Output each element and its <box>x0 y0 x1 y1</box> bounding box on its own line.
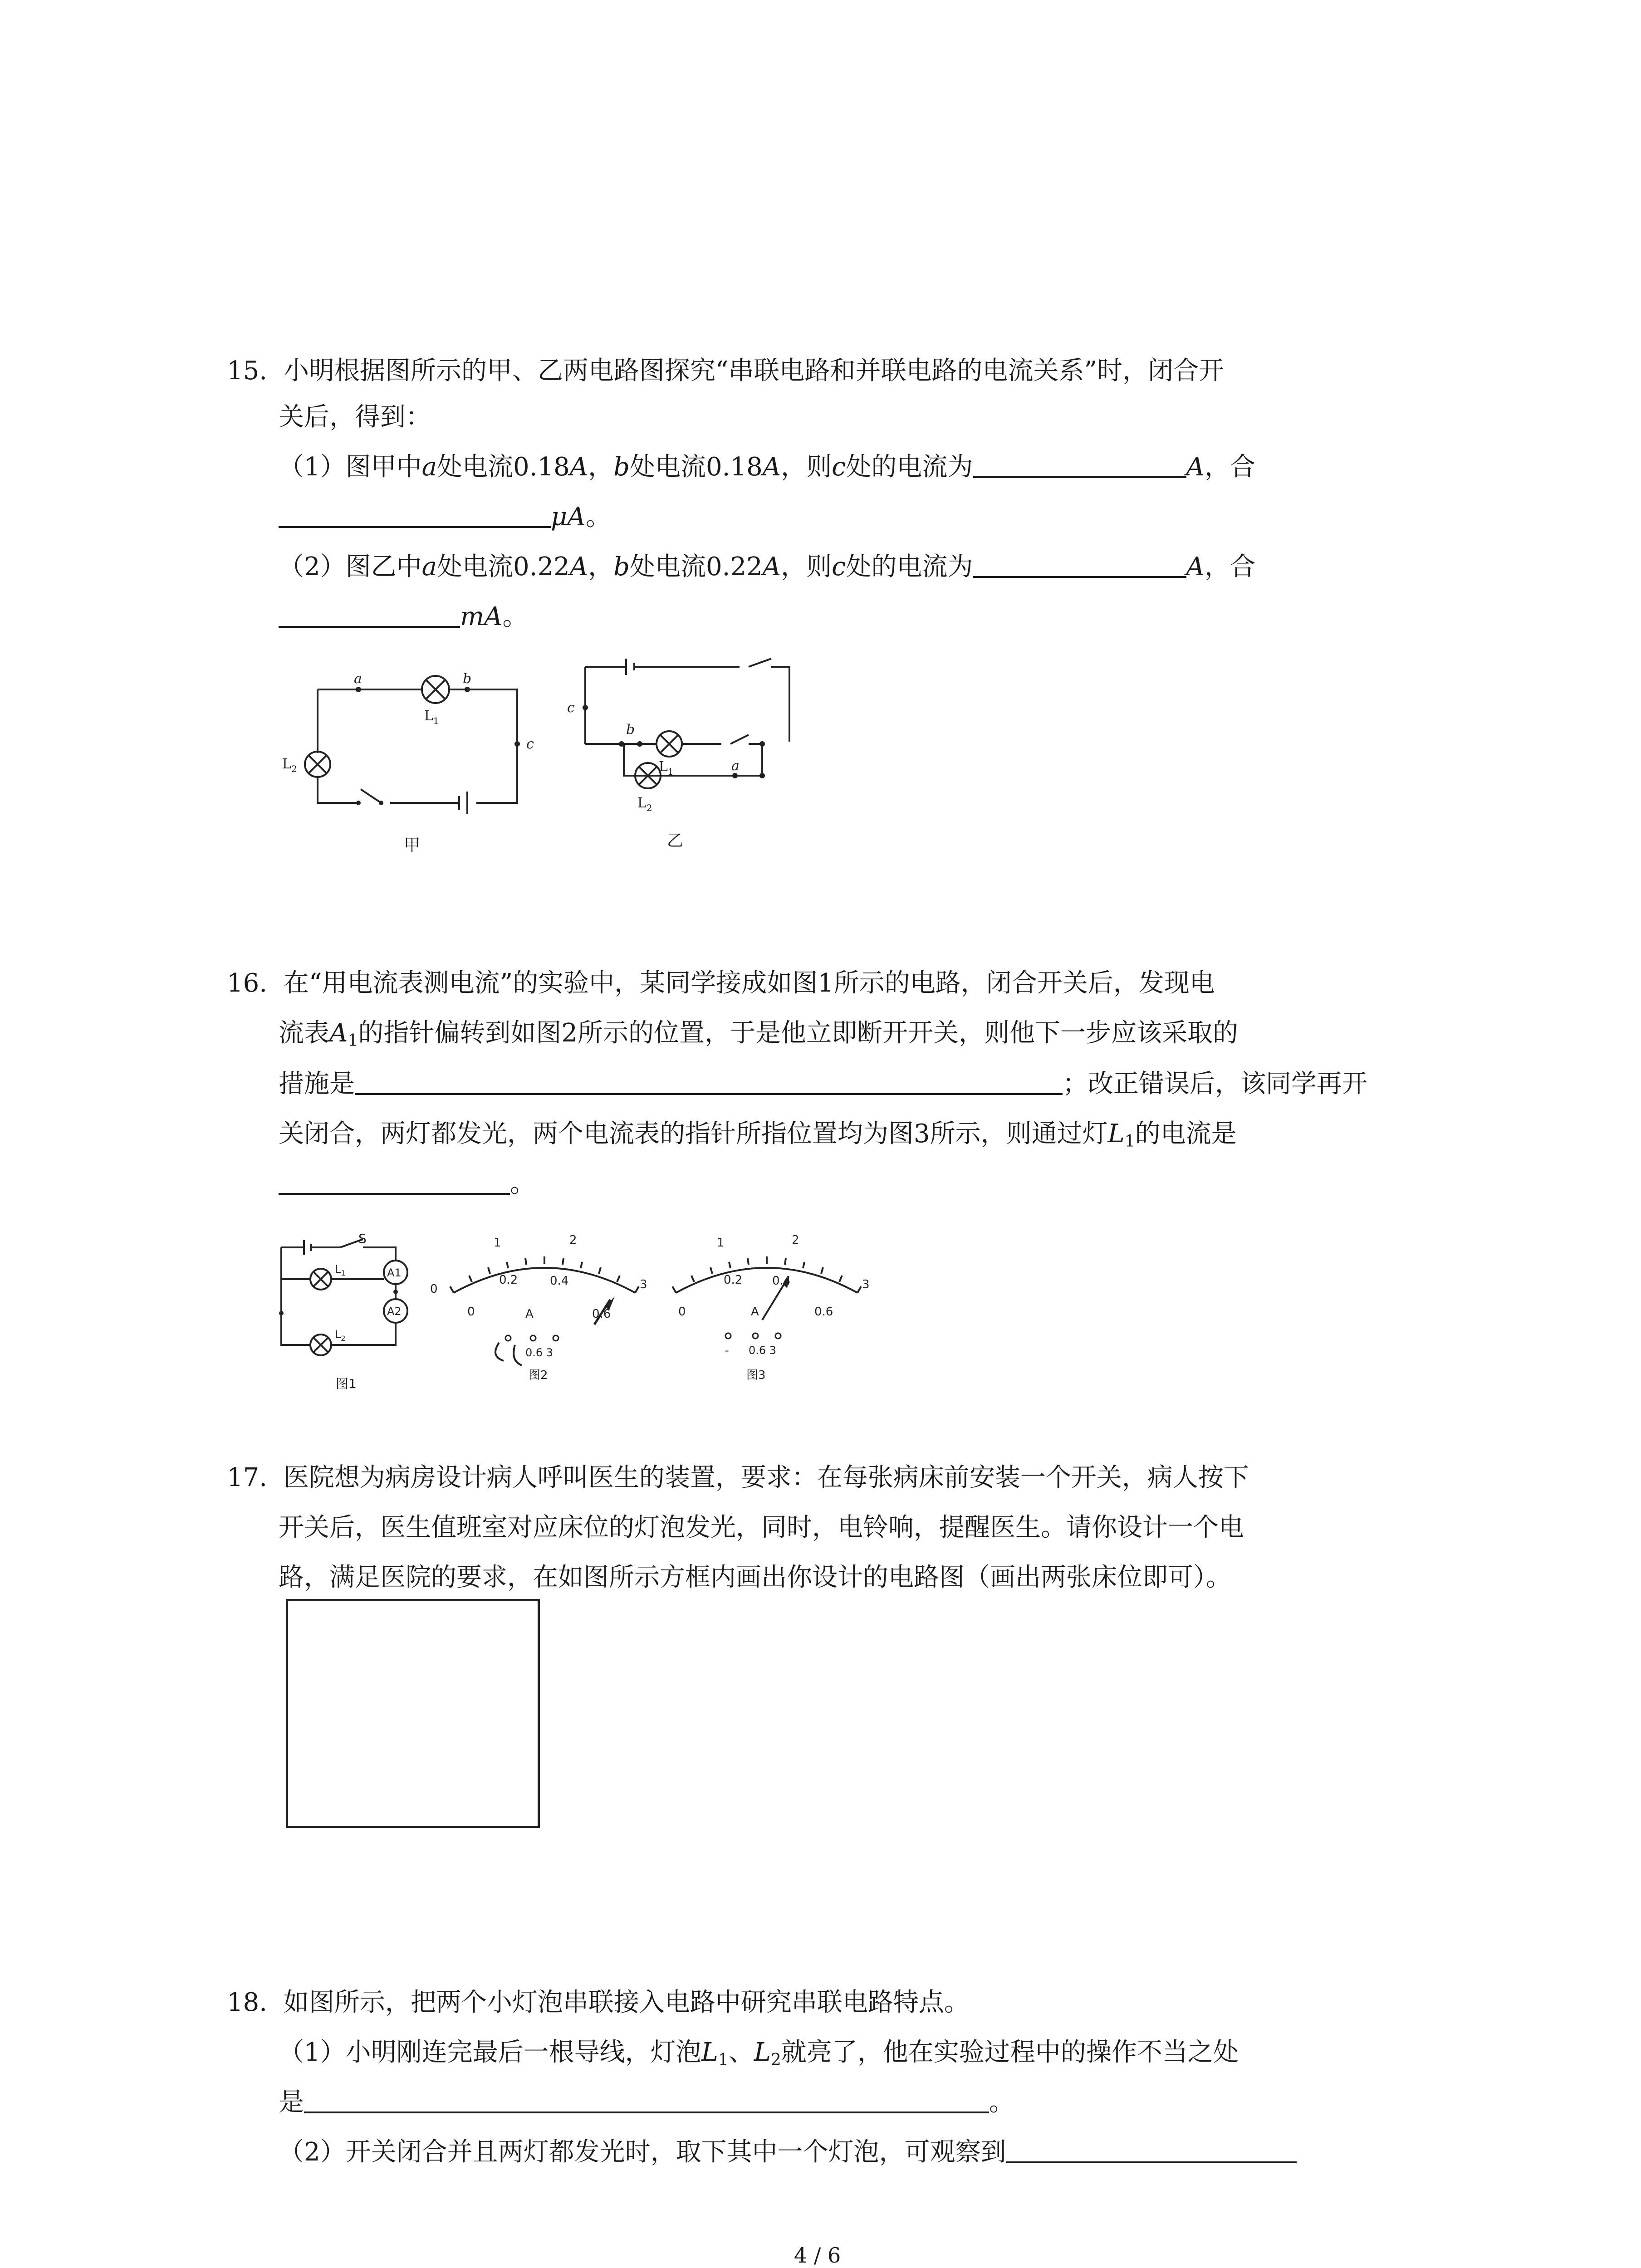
q15-blank-3[interactable] <box>973 551 1186 578</box>
jia-label-b: b <box>463 671 472 687</box>
yi-label-L2: $L_2$ <box>637 795 652 813</box>
q16-line-3: 措施是 ；改正错误后，该同学再开 <box>279 1066 1367 1102</box>
svg-text:-: - <box>725 1344 729 1357</box>
q16-blank-2[interactable] <box>279 1168 510 1195</box>
q15-part-2-cont: mA。 <box>279 599 528 635</box>
svg-text:2: 2 <box>792 1233 799 1247</box>
fig1-A1: A1 <box>387 1266 402 1279</box>
q15-blank-4[interactable] <box>279 601 460 628</box>
q16-line-1: 16. 在“用电流表测电流”的实验中，某同学接成如图1所示的电路，闭合开关后，发现电 <box>227 968 1215 998</box>
q15-blank-2[interactable] <box>279 501 551 528</box>
svg-text:2: 2 <box>569 1233 577 1247</box>
svg-text:0.6 3: 0.6 3 <box>525 1346 554 1359</box>
q18-blank-1[interactable] <box>304 2086 989 2113</box>
q18-line-4: （2）开关闭合并且两灯都发光时，取下其中一个灯泡，可观察到 <box>279 2134 1297 2170</box>
q18-blank-2[interactable] <box>1006 2136 1297 2163</box>
q15-circuit-jia <box>272 667 567 857</box>
jia-label-L2: $L_2$ <box>282 756 297 774</box>
q17-line-3: 路，满足医院的要求，在如图所示方框内画出你设计的电路图（画出两张床位即可）。 <box>279 1563 1231 1592</box>
fig1-L2: $L_2$ <box>335 1328 346 1343</box>
svg-text:0: 0 <box>430 1282 438 1296</box>
q15-line-2: 关后，得到： <box>279 402 431 432</box>
q16-fig3-meter <box>653 1225 880 1406</box>
q15-part-2: （2）图乙中a处电流0.22A，b处电流0.22A，则c处的电流为 A，合 <box>279 549 1255 585</box>
q17-drawing-box[interactable] <box>286 1599 540 1828</box>
yi-label-b: b <box>626 722 635 738</box>
q15-part-1-cont: μA。 <box>279 499 611 535</box>
svg-text:0.2: 0.2 <box>499 1273 518 1287</box>
svg-text:1: 1 <box>717 1236 725 1250</box>
fig1-caption: 图1 <box>336 1376 357 1391</box>
q16-line-2: 流表$A_1$的指针偏转到如图2所示的位置，于是他立即断开开关，则他下一步应该采取的 <box>279 1018 1238 1050</box>
q17-line-2: 开关后，医生值班室对应床位的灯泡发光，同时，电铃响，提醒医生。请你设计一个电 <box>279 1513 1244 1542</box>
jia-label-L1: $L_1$ <box>424 708 439 726</box>
q15-number: 15. <box>227 356 268 386</box>
svg-text:0.6: 0.6 <box>814 1305 833 1319</box>
svg-text:0.4: 0.4 <box>550 1274 569 1288</box>
q16-fig2-meter <box>426 1225 662 1406</box>
q16-line-4: 关闭合，两灯都发光，两个电流表的指针所指位置均为图3所示，则通过灯$L_1$的电流是 <box>279 1119 1237 1151</box>
yi-label-L1: $L_1$ <box>659 759 674 777</box>
q16-line-5: 。 <box>279 1166 535 1202</box>
svg-text:3: 3 <box>640 1278 647 1291</box>
svg-text:0: 0 <box>678 1305 686 1319</box>
svg-text:0: 0 <box>467 1305 475 1319</box>
q15-circuit-yi <box>558 653 830 857</box>
yi-label-a: a <box>731 758 740 774</box>
svg-text:1: 1 <box>494 1236 501 1250</box>
jia-caption: 甲 <box>404 836 421 855</box>
jia-label-a: a <box>354 671 362 687</box>
q15-blank-1[interactable] <box>973 451 1186 478</box>
q16-fig1-circuit <box>277 1234 426 1397</box>
fig3-caption: 图3 <box>746 1369 766 1382</box>
svg-text:A: A <box>525 1307 534 1321</box>
svg-text:3: 3 <box>862 1278 870 1291</box>
fig1-L1: $L_1$ <box>335 1263 346 1277</box>
yi-label-c: c <box>567 700 575 716</box>
q18-line-3: 是 。 <box>279 2084 1014 2121</box>
q18-line-2: （1）小明刚连完最后一根导线，灯泡$L_1$、$L_2$就亮了，他在实验过程中的操作不当之处 <box>279 2038 1239 2069</box>
q17-line-1: 17. 医院想为病房设计病人呼叫医生的装置，要求：在每张病床前安装一个开关，病人按下 <box>227 1463 1249 1492</box>
fig1-A2: A2 <box>387 1305 402 1318</box>
svg-text:0.2: 0.2 <box>724 1273 743 1287</box>
q15-part-1: （1）图甲中a处电流0.18A，b处电流0.18A，则c处的电流为 A，合 <box>279 449 1255 485</box>
svg-text:0.6: 0.6 <box>592 1307 611 1321</box>
svg-text:A: A <box>751 1305 759 1319</box>
svg-text:0.6 3: 0.6 3 <box>749 1344 777 1357</box>
fig1-switch-label: S <box>358 1234 367 1246</box>
page-number: 4 / 6 <box>794 2243 841 2268</box>
svg-text:0.4: 0.4 <box>772 1274 791 1288</box>
q16-blank-1[interactable] <box>355 1068 1063 1095</box>
q15-line-1: 15. 小明根据图所示的甲、乙两电路图探究“串联电路和并联电路的电流关系”时，闭合开 <box>227 356 1225 386</box>
jia-label-c: c <box>526 736 534 752</box>
q18-line-1: 18. 如图所示，把两个小灯泡串联接入电路中研究串联电路特点。 <box>227 1988 970 2017</box>
yi-caption: 乙 <box>667 831 684 850</box>
fig2-caption: 图2 <box>529 1369 548 1382</box>
